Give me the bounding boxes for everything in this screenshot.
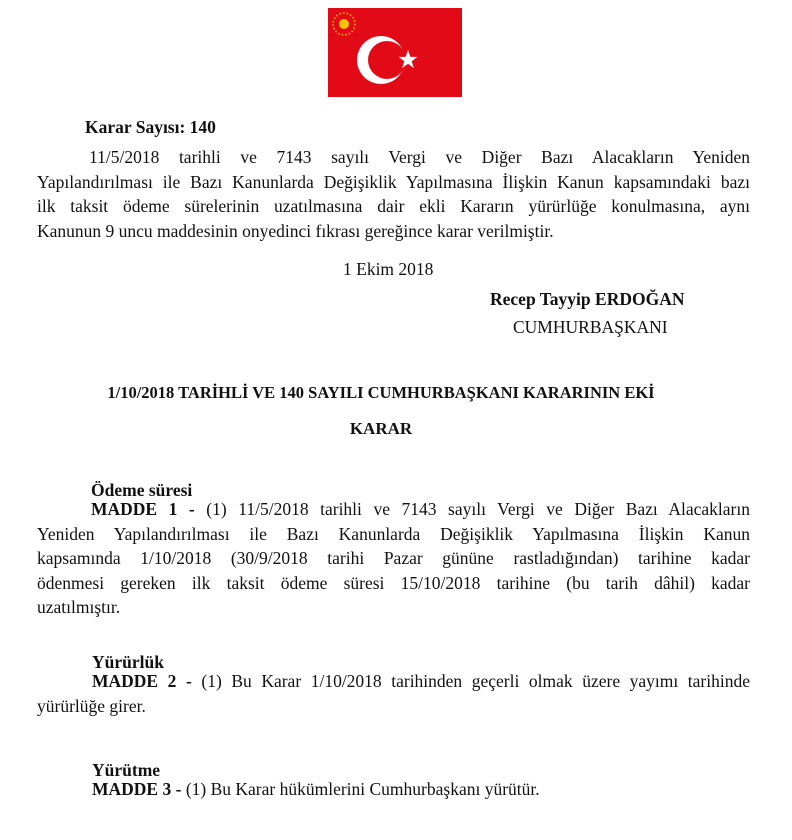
article-line: kapsamında 1/10/2018 (30/9/2018 tarihi Pazar gününe rastladığından) tarihine kadar [37, 548, 750, 568]
article-line [92, 777, 752, 802]
article-text: (1) Bu Karar hükümlerini Cumhurbaşkanı yürütür. [181, 779, 540, 799]
article-1-label: MADDE 1 - [91, 499, 195, 519]
signatory-name: Recep Tayyip ERDOĞAN [490, 289, 685, 309]
presidential-flag-emblem [328, 8, 462, 97]
preamble-line: 11/5/2018 tarihli ve 7143 sayılı Vergi ve Diğer Bazı Alacakların Yeniden [89, 147, 750, 167]
annex-title: 1/10/2018 TARİHLİ VE 140 SAYILI CUMHURBAŞKANI KARARININ EKİ [107, 383, 655, 402]
decree-date: 1 Ekim 2018 [343, 259, 434, 279]
article-2 [37, 669, 750, 718]
article-3-heading: Yürütme [92, 760, 161, 780]
article-text: (1) 11/5/2018 tarihli ve 7143 sayılı Vergi ve Diğer Bazı Alacakların [194, 499, 750, 519]
signatory-title: CUMHURBAŞKANI [513, 317, 668, 337]
article-text: (1) Bu Karar 1/10/2018 tarihinden geçerli olmak üzere yayımı tarihinde [191, 671, 751, 691]
article-line: ödenmesi gereken ilk taksit ödeme süresi 15/10/2018 tarihine (bu tarih dâhil) kadar [37, 572, 750, 593]
article-line [37, 497, 750, 522]
article-3 [92, 777, 752, 802]
article-1-heading: Ödeme süresi [91, 480, 193, 500]
preamble-line: Kanunun 9 uncu maddesinin onyedinci fıkrası gereğince karar verilmiştir. [37, 220, 554, 241]
article-line [37, 669, 750, 694]
preamble-line: ilk taksit ödeme sürelerinin uzatılmasına dair ekli Kararın yürürlüğe konulmasına, aynı [37, 196, 750, 216]
article-line: Yeniden Yapılandırılması ile Bazı Kanunlarda Değişiklik Yapılmasına İlişkin Kanun [37, 523, 750, 544]
preamble-line: Yapılandırılması ile Bazı Kanunlarda Değişiklik Yapılmasına İlişkin Kanun kapsamındaki bazı [37, 171, 750, 192]
article-line: yürürlüğe girer. [37, 695, 146, 716]
decree-number: Karar Sayısı: 140 [85, 117, 216, 137]
flag-crescent-star-icon [328, 8, 462, 97]
article-1 [37, 497, 750, 620]
article-2-label: MADDE 2 - [92, 671, 192, 691]
annex-subtitle: KARAR [349, 419, 413, 438]
article-line: uzatılmıştır. [37, 597, 121, 617]
preamble-paragraph [37, 145, 750, 243]
article-2-heading: Yürürlük [92, 652, 164, 672]
article-3-label: MADDE 3 - [92, 779, 182, 799]
